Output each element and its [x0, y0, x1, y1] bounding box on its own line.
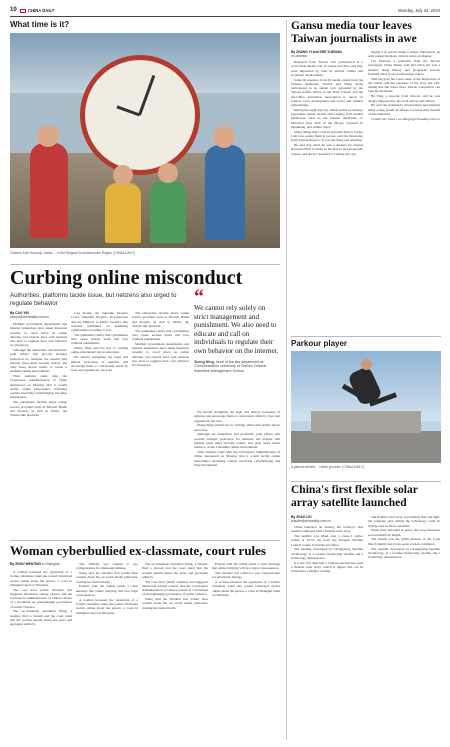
photo-caption-children: Children from Hezuoqi, Gansu ... in the Ningxia Hui Autonomous Region. [CHINA DAILY] [10, 251, 136, 255]
paragraph: The enterprises include major online service providers such as Tencent, Baidu and Douyin, as well as Weibo, the Twitter-like platform. [10, 400, 67, 418]
paragraph: Some 40 reporters from 20 media outlets from the Chinese mainland, Taiwan and Hong Kong participated in an annual tour organized by the Taiwan Affairs Office of the State Council and the All-China Journalists Association to report on Gansu's local development and social and cultural undertakings. [291, 77, 363, 108]
paragraph: Their remarks came after the Cyberspace Administration of China announced on Monday that it would rectify online misconduct, including content involving cyberbullying and false information. [10, 374, 67, 400]
paragraph: Wang said the offender had posted false content about her on social media platforms, causing her mental harm. [142, 597, 208, 610]
woman-column-3 [142, 562, 208, 740]
paragraph: During the eight-day trip, which ended on Sunday, journalists visited various sites ranging from natural landscapes such as the Danxia landforms, to historical sites such as the Mogao Grottoes in Dunhuang, and culture relics. [291, 107, 363, 129]
byline-name: By ZHOU WENTING [10, 562, 41, 566]
paragraph: Many things that I read in previous history books, I am now seeing them in person, said Ou Xiaoliang, from Taiwan Reports. 'It was shocking and amazing.' [291, 129, 363, 143]
gansu-column-1 [291, 60, 363, 332]
paragraph: A woman harassed the reputation of a former classmate when she posted fabricated stories online about the person, a court in Shanghai ruled on Thursday. [212, 580, 280, 597]
paragraph: We should strengthen the legal and ethical awareness of netizens and encourage them to consciously abide by laws and regulations, she said. [71, 355, 128, 373]
paragraph: We should strengthen the legal and ethical awareness of netizens and encourage them to consciously abide by laws and regulations, she said. [194, 410, 280, 423]
photo-caption-parkour: A parkour athlete ... Hebei province. [CHINA DAILY] [291, 465, 364, 469]
pull-quote [194, 286, 280, 400]
paragraph: A woman harassed the reputation of a former classmate when she posted fabricated stories online about the person, a court in Shanghai ruled on Thursday. [76, 597, 138, 615]
byline-email: caoyin@chinadaily.com.cn [10, 315, 49, 320]
paragraph: Wang said the offender had posted false content about her on social media platforms, causing her mental harm. [76, 571, 138, 584]
section-divider-4 [291, 481, 441, 482]
section-divider-1 [10, 264, 280, 265]
paragraph: The ex-classmate surnamed Wang, a student, filed a lawsuit and the court ruled that the woman should delete the posts and apologize publicly. [142, 562, 208, 579]
paragraph: He said the mainland's development had inspired many young people in Taiwan to pursue their dreams on the mainland. [368, 103, 440, 116]
paragraph: Their remarks came after the Cyberspace Administration of China announced on Monday that it would rectify online misconduct, including content involving cyberbullying and false information. [194, 450, 280, 467]
quote-attribution-title: head of the law department at Communication University of China's Cultural Industries Management School [194, 359, 266, 373]
byline-woman [10, 562, 70, 566]
headline-gansu: Gansu media tour leaves Taiwan journalists in awe [291, 20, 417, 45]
paragraph: The offender was ordered to pay compensation for emotional damage. [212, 571, 280, 580]
section-divider-3 [291, 336, 441, 337]
byline-gansu [291, 50, 363, 58]
woman-column-4 [212, 562, 280, 740]
paragraph: The guidelines clarify that cyberbullies who cause serious harm will face criminal punishment. [132, 328, 189, 342]
issue-date: Monday, July 24, 2023 [398, 8, 440, 13]
woman-column-2 [76, 562, 138, 740]
paragraph: The guidelines clarify that cyberbullies who cause serious harm will face criminal punishment. [71, 332, 128, 346]
paragraph: It is the first time that a Chinese satellite has used a flexible solar array, which is lighter and can be folded into a smaller volume. [291, 560, 363, 574]
paragraph: The offender was ordered to pay compensation for emotional damage. [76, 562, 138, 571]
photo-children-clock [10, 33, 280, 248]
curbing-column-1 [10, 322, 67, 536]
headline-satellite: China's first flexible solar array satellite launched [291, 484, 418, 509]
publication-logo [20, 9, 26, 13]
paragraph: When fully unfolded in space, the array measures several meters in length. [368, 528, 440, 537]
paragraph: This trip gave me a true sense of the integration of the culture and the openness of the land, she said, adding that she hopes more Taiwan compatriots can visit the mainland. [368, 76, 440, 94]
paragraph: The flexible solar array is extremely thin and light, the company said, adding the technology could be widely used in future satellites. [368, 515, 440, 528]
gansu-column-2 [368, 50, 440, 332]
byline-name: By ZHANG YI and SHE YUEXIAN [291, 50, 342, 54]
paragraph: The case drew public attention and triggered discussion among experts and the Cyberspace Administration of China's release of a document on strengthening governance of online violence. [142, 579, 208, 597]
headline-woman: Woman cyberbullied ex-classmate, court rules [10, 543, 266, 558]
paragraph: Seeing it in person made a deeper impression, he said, noting the many cultural relics on display. [368, 50, 440, 59]
paragraph: Reporters from Taiwan who participated in a cross-Strait media tour of Gansu province said they were impressed by both its ancient culture and economic development. [291, 60, 363, 77]
curbing-column-3 [132, 311, 189, 536]
paragraph: He said that when he was a student, he learned about the Hexi Corridor in his history and geography classes, and always dreamed of visiting the city. [291, 143, 363, 156]
satellite-column-1 [291, 525, 363, 740]
curbing-column-4 [194, 410, 280, 536]
paragraph: Multiple government departments and internet enterprises have taken measures recently to crack down on online disorder, but experts have said netizens also have to regulate their own behavior in cyberspace. [132, 341, 189, 368]
masthead-rule [10, 16, 440, 17]
section-heading-what-time: What time is it? [10, 20, 70, 29]
paragraph: The launch was the 479th mission of the Long March family and Ceres series rockets combined. [368, 537, 440, 546]
byline-name: By CAO YIN [10, 311, 29, 315]
section-heading-parkour: Parkour player [291, 339, 348, 348]
paragraph: The satellite, developed by Changguang Satellite Technology, is a weather monitoring satellite and a technology demonstrator. [368, 546, 440, 560]
byline-place: in Lanzhou [291, 54, 308, 59]
woman-column-1 [10, 570, 72, 740]
paragraph: The satellite, developed by Changguang Satellite Technology, is a weather monitoring satellite and a technology demonstrator. [291, 547, 363, 560]
contact-line: Contact the writers at zhangyi@chinadaily.com.cn [371, 116, 440, 121]
paragraph: Liu Xiaowei, a journalist from the Taiwan newspaper China Times, said that when she was a student, many history and geography lessons featured cities in the northwestern region. [368, 59, 440, 76]
paragraph: Zheng Ning said the key to curbing online misconduct lies in education. [71, 346, 128, 355]
paragraph: Although the authorities and platforms' joint efforts will provide stronger protection for netizens, the experts said internet users must become orderly and obey more moral norms to create a healthier online environment. [10, 348, 67, 374]
quote-text: We cannot rely solely on strict management and punishment. We also need to educate and call on individuals to regulate their own behavior on the internet. [194, 304, 279, 355]
paragraph: Zheng Ning said the key to curbing online misconduct lies in education. [194, 423, 280, 432]
page-number: 10 [10, 7, 17, 13]
paragraph: He Ting, a reporter from Taiwan, said he was deeply impressed by the local history and culture. [368, 94, 440, 103]
paragraph: The case drew public attention and triggered discussion among experts and the Cyberspace Administration of China's release of a document on strengthening governance of online violence. [10, 587, 72, 609]
quote-attribution-name: Zheng Ning, [194, 359, 215, 364]
publication-name: CHINA DAILY [28, 8, 55, 13]
paragraph: Although the authorities and platforms' joint efforts will provide stronger protection for netizens, the experts said internet users must become orderly and obey more moral norms to create a healthier online environment. [194, 432, 280, 450]
column-divider [286, 20, 287, 740]
paragraph: The ex-classmate surnamed Wang, a student, filed a lawsuit and the court ruled that the woman should delete the posts and apologize publicly. [10, 609, 72, 627]
section-divider-2 [10, 540, 280, 541]
byline-email: zhaolei@chinadaily.com.cn [291, 519, 331, 524]
paragraph: Experts said the ruling sends a clear message that online bullying will face legal consequences. [76, 584, 138, 597]
satellite-column-2 [368, 515, 440, 740]
byline-name: By ZHAO LEI [291, 515, 312, 519]
paragraph: The enterprises include major online service providers such as Tencent, Baidu and Douyin, as well as Weibo, the Twitter-like platform. [132, 311, 189, 328]
quote-mark-icon: “ [194, 286, 204, 308]
paragraph: Last month, the Supreme People's Court, Supreme People's Procuratorate and the Ministry of Public Security also released guidelines on punishing cyberbullies according to law. [71, 311, 128, 332]
paragraph: Multiple government departments and internet enterprises have taken measures recently to crack down on online disorder, but experts have said netizens also have to regulate their own behavior in cyberspace. [10, 322, 67, 348]
masthead [10, 6, 440, 16]
headline-curbing: Curbing online misconduct [10, 267, 243, 289]
curbing-column-2 [71, 311, 128, 536]
byline-place: in Shanghai [41, 562, 60, 566]
byline-curbing [10, 311, 70, 319]
paragraph: A woman harassed the reputation of a former classmate when she posted fabricated stories online about the person, a court in Shanghai ruled on Thursday. [10, 570, 72, 587]
byline-satellite [291, 515, 363, 523]
photo-parkour-athlete [291, 351, 441, 463]
paragraph: Experts said the ruling sends a clear message that online bullying will face legal consequences. [212, 562, 280, 571]
paragraph: China launched on Sunday the country's first satellite equipped with a flexible solar array. [291, 525, 363, 534]
deck-curbing: Authorities, platforms tackle issue, but netizens also urged to regulate behavior [10, 292, 177, 307]
paragraph: The satellite was lifted atop a Ceres-1 carrier rocket at 10:50 am from the Jiuquan Satellite Launch Center in Northwest China. [291, 534, 363, 547]
